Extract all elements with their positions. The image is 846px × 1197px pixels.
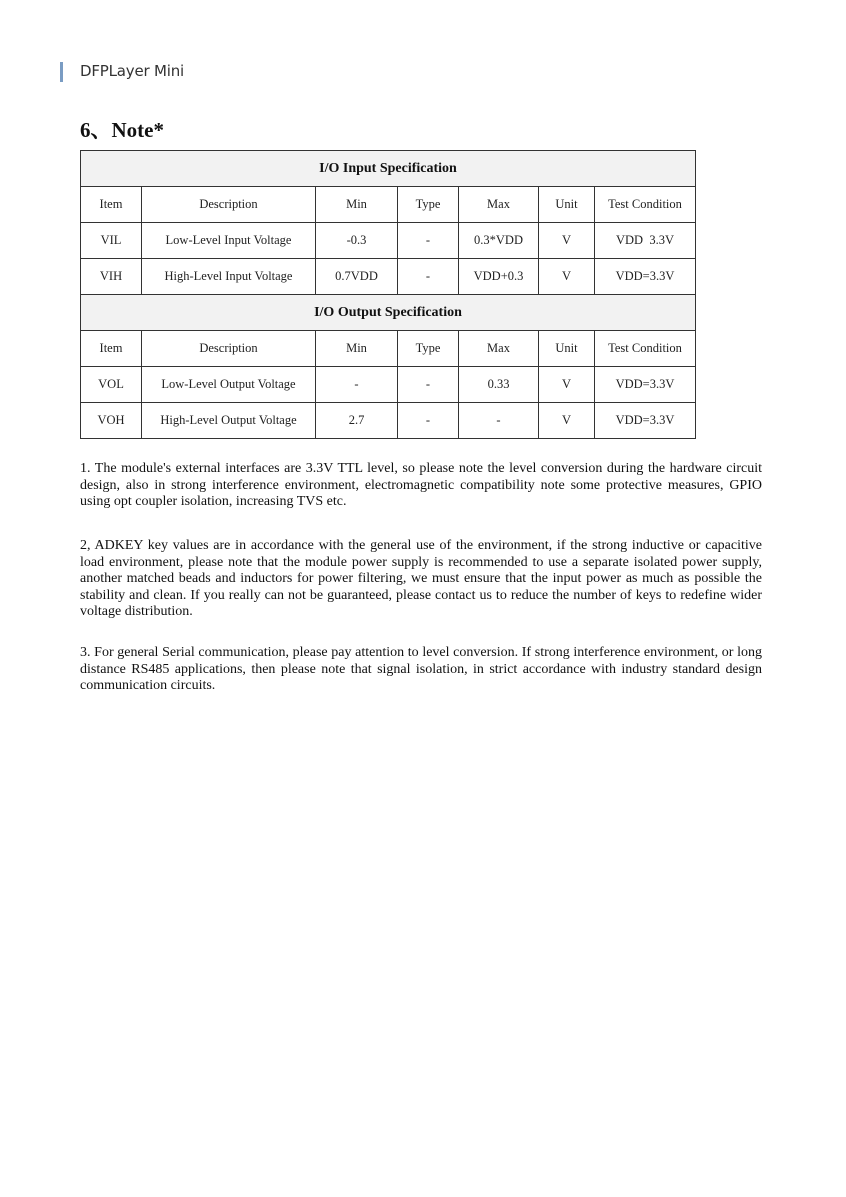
input-spec-title: I/O Input Specification [81,151,696,187]
column-header: Test Condition [595,331,696,367]
table-cell: V [539,403,595,439]
column-header: Description [142,187,316,223]
table-cell: V [539,223,595,259]
table-cell: - [398,259,459,295]
document-header-title: DFPLayer Mini [80,62,184,80]
table-cell: VDD=3.3V [595,403,696,439]
input-column-header-row [81,187,696,223]
column-header: Unit [539,331,595,367]
column-header: Description [142,331,316,367]
column-header: Type [398,331,459,367]
table-cell: - [398,403,459,439]
table-cell: 2.7 [316,403,398,439]
table-cell: - [459,403,539,439]
column-header: Item [81,187,142,223]
table-cell: VDD+0.3 [459,259,539,295]
table-cell: 0.3*VDD [459,223,539,259]
column-header: Test Condition [595,187,696,223]
table-cell: Low-Level Input Voltage [142,223,316,259]
output-column-header-row [81,331,696,367]
output-spec-title-row [81,295,696,331]
io-specification-table [80,150,696,439]
table-cell: 0.7VDD [316,259,398,295]
column-header: Max [459,187,539,223]
table-cell: 0.33 [459,367,539,403]
table-cell: VDD=3.3V [595,259,696,295]
column-header: Max [459,331,539,367]
column-header: Item [81,331,142,367]
note-paragraph-3: 3. For general Serial communication, please pay attention to level conversion. If strong interference environment, or long distance RS485 applications, then please note that signal isolation, in strict accordance with industry standard design communication circuits. [80,645,762,693]
table-cell: - [398,367,459,403]
table-cell: VOL [81,367,142,403]
column-header: Min [316,187,398,223]
column-header: Type [398,187,459,223]
input-spec-title-row [81,151,696,187]
section-title: 6、Note* [80,118,164,142]
table-cell: VDD=3.3V [595,367,696,403]
table-cell: VOH [81,403,142,439]
table-row [81,367,696,403]
table-cell: Low-Level Output Voltage [142,367,316,403]
table-cell: VIH [81,259,142,295]
note-paragraph-2: 2, ADKEY key values are in accordance with the general use of the environment, if the strong inductive or capacitive load environment, please note that the module power supply is recommended to use a separate isolated power supply, another matched beads and inductors for power filtering, we must ensure that the input power as much as possible the stability and clean. If you really can not be guaranteed, please contact us to reduce the number of keys to redefine wider voltage distribution. [80,538,762,619]
header-accent-bar [60,62,63,82]
note-paragraph-1: 1. The module's external interfaces are 3.3V TTL level, so please note the level conversion during the hardware circuit design, also in strong interference environment, electromagnetic compatibility note some protective measures, GPIO using opt coupler isolation, increasing TVS etc. [80,461,762,509]
table-cell: - [398,223,459,259]
table-cell: -0.3 [316,223,398,259]
table-row [81,403,696,439]
table-cell: High-Level Output Voltage [142,403,316,439]
table-cell: V [539,259,595,295]
table-row [81,223,696,259]
table-cell: VIL [81,223,142,259]
table-cell: - [316,367,398,403]
column-header: Min [316,331,398,367]
table-cell: VDD 3.3V [595,223,696,259]
table-row [81,259,696,295]
column-header: Unit [539,187,595,223]
output-spec-title: I/O Output Specification [81,295,696,331]
table-cell: High-Level Input Voltage [142,259,316,295]
table-cell: V [539,367,595,403]
